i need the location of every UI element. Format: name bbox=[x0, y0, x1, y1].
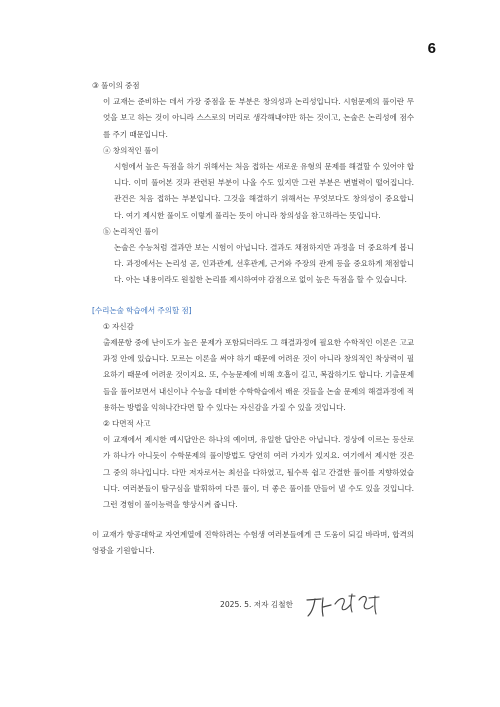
heading-solution-focus: ③ 풀이의 중점 bbox=[92, 81, 140, 90]
section-title-study-tips: [수리논술 학습에서 주의할 점] bbox=[92, 305, 192, 315]
paragraph-creative-solution: 시험에서 높은 득점을 하기 위해서는 처음 접하는 새로운 유형의 문제를 해결할 수 있어야 합니다. 이미 풀어본 것과 관련된 부분이 나올 수도 있지만 그런 부분은 변별력이 떨어집니다. 관건은 처음 접하는 부분입니다. 그것을 해결하기 위해서는 무엇보다도 창의성이 중요합니다. 여기 제시한 풀이도 이렇게 풀리는 뜻이 아니라 창의성을 참고하라는 뜻입니다. bbox=[114, 162, 414, 220]
paragraph-logical-solution: 논술은 수능처럼 결과만 보는 시험이 아닙니다. 결과도 채점하지만 과정을 더 중요하게 봅니다. 과정에서는 논리성 곧, 인과관계, 선후관계, 근거와 주장의 관계 등을 중요하게 채점합니다. 아는 내용이라도 원칠한 논리를 제시하여야 감점으로 없이 높은 득점을 할 수 있습니다. bbox=[114, 243, 414, 285]
heading-confidence: ① 자신감 bbox=[103, 321, 134, 331]
signature-row bbox=[220, 590, 385, 618]
heading-multifaceted-thinking: ② 다면적 사고 bbox=[103, 419, 151, 429]
closing-paragraph: 이 교재가 항공대학교 자연계열에 진학하려는 수험생 여러분들에게 큰 도움이 되길 바라며, 합격의 영광을 기원합니다. bbox=[92, 530, 414, 556]
date-author-line: 2025. 5. 저자 김철한 bbox=[220, 599, 293, 609]
preface-body bbox=[92, 78, 414, 560]
paragraph-multifaceted-thinking: 이 교재에서 제시한 예시답안은 하나의 예이며, 유일한 답안은 아닙니다. 정상에 이르는 등산로가 하나가 아니듯이 수학문제의 풀이방법도 당연히 여러 가지가 있지요. 여기에서 제시한 것은 그 중의 하나입니다. 다만 저자로서는 최선을 다하였고, 될수록 쉽고 간결한 풀이를 지향하였습니다. 여러분들이 탐구심을 발휘하여 다른 풀이, 더 좋은 풀이를 만들어 낼 수도 있을 것입니다. 그런 경험이 풀이능력을 향상시켜 줍니다. bbox=[103, 435, 414, 510]
heading-logical-solution: ⓑ 논리적인 풀이 bbox=[103, 226, 159, 236]
paragraph-confidence: 출제문항 중에 난이도가 높은 문제가 포함되더라도 그 해결과정에 필요한 수학적인 이론은 고교과정 안에 있습니다. 모르는 이론을 써야 하기 때문에 어려운 것이 아니라 창의적인 착상력이 필요하기 때문에 어려운 것이지요. 또, 수능문제에 비해 호흡이 길고, 복잡하기도 합니다. 기출문제들을 풀어보면서 내신이나 수능을 대비한 수학학습에서 배운 것들을 논술 문제의 해결과정에 적용하는 방법을 익혀나간다면 할 수 있다는 자신감을 가질 수 있을 것입니다. bbox=[103, 338, 414, 412]
page-number: 6 bbox=[427, 40, 436, 57]
handwritten-signature bbox=[303, 590, 385, 618]
heading-creative-solution: ⓐ 창의적인 풀이 bbox=[103, 145, 159, 155]
paragraph-solution-focus: 이 교재는 준비하는 데서 가장 중점을 둔 부분은 창의성과 논리성입니다. 시험문제의 풀이란 무엇을 보고 하는 것이 아니라 스스로의 머리로 생각해내야만 하는 것이고, 논술은 논리성에 점수를 주기 때문입니다. bbox=[103, 97, 414, 139]
